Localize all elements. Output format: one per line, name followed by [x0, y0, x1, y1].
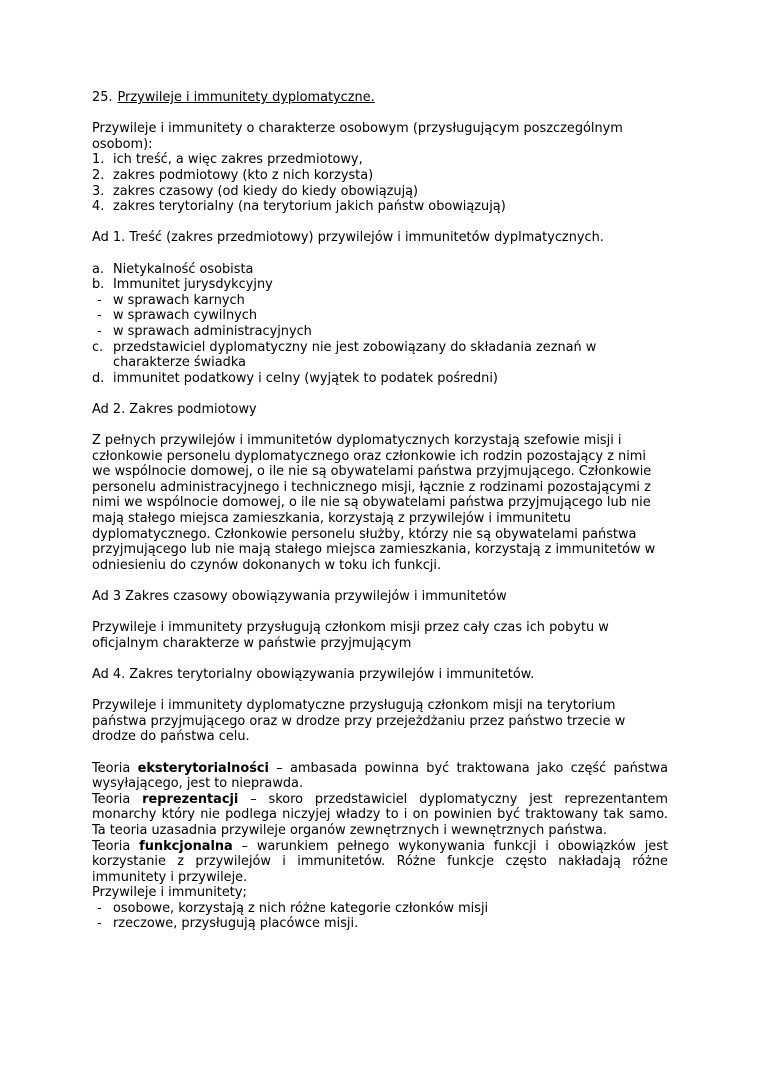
- spacer: [92, 745, 668, 761]
- list-text: ich treść, a więc zakres przedmiotowy,: [113, 152, 363, 168]
- list-marker: -: [97, 292, 102, 308]
- list-item: [92, 277, 668, 293]
- list-marker: c.: [92, 339, 104, 355]
- theory-paragraph-reprezentacji: [92, 792, 668, 839]
- theory-term: reprezentacji: [142, 791, 239, 807]
- closing-lead: Przywileje i immunitety;: [92, 885, 247, 901]
- section-heading-ad1: Ad 1. Treść (zakres przedmiotowy) przywilejów i immunitetów dyplmatycznych.: [92, 230, 604, 246]
- list-item: [92, 293, 668, 309]
- section-heading-ad3: Ad 3 Zakres czasowy obowiązywania przywilejów i immunitetów: [92, 589, 507, 604]
- list-marker: a.: [92, 261, 104, 277]
- list-marker: 1.: [92, 152, 105, 168]
- list-text: przedstawiciel dyplomatyczny nie jest zobowiązany do składania zeznań w charakterze świadka: [113, 339, 597, 371]
- section-body-ad3: Przywileje i immunitety przysługują członkom misji przez cały czas ich pobytu w oficjalnym charakterze w państwie przyjmującym: [92, 620, 609, 651]
- list-text: w sprawach karnych: [113, 292, 245, 308]
- list-text: osobowe, korzystają z nich różne kategorie członków misji: [113, 900, 489, 916]
- theory-text: – ambasada powinna być traktowana jako część państwa wysyłającego, jest to nieprawda.: [92, 760, 668, 792]
- spacer: [92, 651, 668, 667]
- list-item: [92, 168, 668, 184]
- theory-term: eksterytorialności: [137, 760, 269, 776]
- list-marker: -: [97, 323, 102, 339]
- intro-paragraph: Przywileje i immunitety o charakterze osobowym (przysługującym poszczególnym osobom):: [92, 121, 623, 152]
- list-text: w sprawach cywilnych: [113, 308, 258, 324]
- list-marker: 4.: [92, 199, 105, 215]
- section-body-ad2: Z pełnych przywilejów i immunitetów dyplomatycznych korzystają szefowie misji i członkowie personelu dyplomatycznego oraz członkowie ich rodzin pozostający z nimi we wspólnocie domowej, o ile nie są obywatelami państwa przyjmującego. Członkowie personelu administracyjnego i technicznego misji, łącznie z rodzinami pozostającymi z nimi we wspólnocie domowej, o ile nie są obywatelami państwa przyjmującego lub nie mają stałego miejsca zamieszkania, korzystają z przywilejów i immunitetu dyplomatycznego. Członkowie personelu służby, którzy nie są obywatelami państwa przyjmującego lub nie mają stałego miejsca zamieszkania, korzystają z immunitetów w odniesieniu do czynów dokonanych w toku ich funkcji.: [92, 433, 656, 573]
- spacer: [92, 106, 668, 122]
- theory-text: – skoro przedstawiciel dyplomatyczny jest reprezentantem monarchy który nie podlega niczyjej władzy to i on powinien być traktowany tak samo. Ta teoria uzasadnia przywileje organów zewnętrznych i wewnętrznych państwa.: [92, 791, 668, 838]
- theory-prefix: Teoria: [92, 760, 138, 776]
- list-marker: -: [97, 308, 102, 324]
- theory-paragraph-eksterytorialnosci: [92, 761, 668, 792]
- section-heading-ad4: Ad 4. Zakres terytorialny obowiązywania przywilejów i immunitetów.: [92, 666, 535, 682]
- spacer: [92, 683, 668, 699]
- section-body-ad4: Przywileje i immunitety dyplomatyczne przysługują członkom misji na terytorium państwa przyjmującego oraz w drodze przy przejeżdżaniu przez państwo trzecie w drodze do państwa celu.: [92, 698, 626, 745]
- spacer: [92, 246, 668, 262]
- list-marker: -: [97, 900, 102, 916]
- list-item: [92, 340, 668, 371]
- spacer: [92, 386, 668, 402]
- list-item: [92, 371, 668, 387]
- list-text: immunitet podatkowy i celny (wyjątek to podatek pośredni): [113, 370, 498, 386]
- list-item: [92, 308, 668, 324]
- list-item: [92, 199, 668, 215]
- list-text: zakres czasowy (od kiedy do kiedy obowiązują): [113, 183, 419, 199]
- list-text: Immunitet jurysdykcyjny: [113, 277, 273, 293]
- list-item: [92, 324, 668, 340]
- list-marker: 2.: [92, 167, 105, 183]
- heading-title: Przywileje i immunitety dyplomatyczne.: [117, 90, 375, 105]
- list-text: zakres podmiotowy (kto z nich korzysta): [113, 167, 374, 183]
- list-text: w sprawach administracyjnych: [113, 323, 312, 339]
- list-marker: d.: [92, 370, 105, 386]
- list-marker: 3.: [92, 183, 105, 199]
- list-item: [92, 901, 668, 917]
- list-item: [92, 262, 668, 278]
- list-text: rzeczowe, przysługują placówce misji.: [113, 916, 359, 932]
- list-text: zakres terytorialny (na terytorium jakich państw obowiązują): [113, 199, 506, 215]
- theory-text: – warunkiem pełnego wykonywania funkcji i obowiązków jest korzystanie z przywilejów i immunitetów. Różne funkcje często nakładają różne immunitety i przywileje.: [92, 838, 668, 885]
- list-text: Nietykalność osobista: [113, 261, 254, 277]
- spacer: [92, 417, 668, 433]
- theory-prefix: Teoria: [92, 838, 140, 854]
- list-marker: b.: [92, 277, 105, 293]
- spacer: [92, 605, 668, 621]
- theory-paragraph-funkcjonalna: [92, 839, 668, 886]
- theory-term: funkcjonalna: [139, 838, 233, 854]
- theory-prefix: Teoria: [92, 791, 143, 807]
- spacer: [92, 215, 668, 231]
- heading-number: 25.: [92, 90, 113, 105]
- list-item: [92, 184, 668, 200]
- spacer: [92, 573, 668, 589]
- list-item: [92, 152, 668, 168]
- list-item: [92, 916, 668, 932]
- list-marker: -: [97, 916, 102, 932]
- document-heading: [92, 90, 668, 106]
- section-heading-ad2: Ad 2. Zakres podmiotowy: [92, 401, 257, 417]
